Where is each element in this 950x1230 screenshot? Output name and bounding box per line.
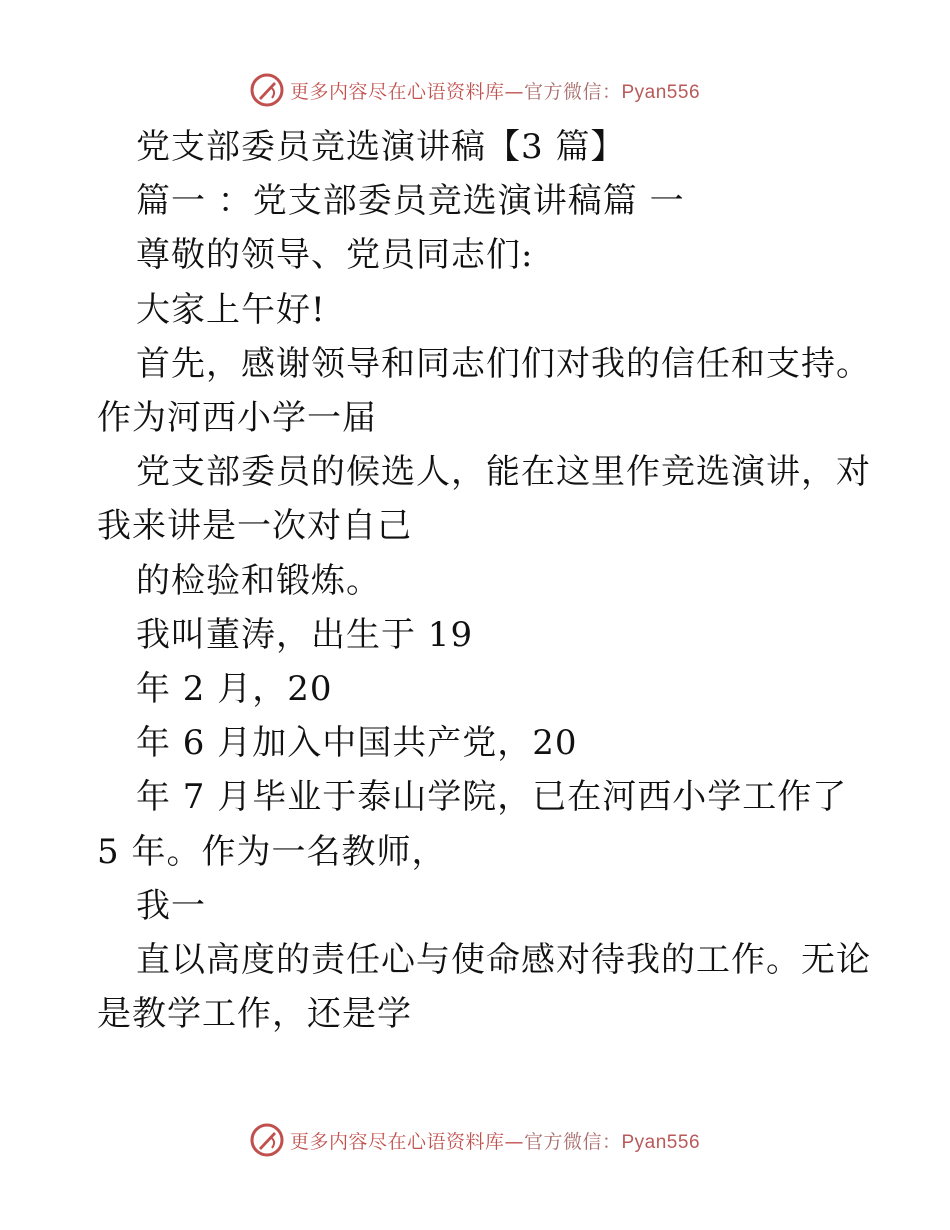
body-line: 作为河西小学一届	[97, 398, 377, 439]
separator: —	[504, 80, 524, 103]
brand-text: 更多内容尽在心语资料库	[289, 1130, 505, 1153]
body-line: 的检验和锻炼。	[136, 560, 381, 601]
body-line: 尊敬的领导、党员同志们:	[136, 235, 534, 276]
brand-text: 更多内容尽在心语资料库	[289, 80, 505, 103]
body-line: 我来讲是一次对自己	[97, 506, 412, 547]
watermark-footer	[0, 1120, 950, 1160]
body-line: 5 年。作为一名教师，	[97, 831, 447, 872]
separator: —	[504, 1130, 524, 1153]
wechat-label: 官方微信：	[523, 1130, 622, 1153]
quill-logo-icon	[250, 1123, 284, 1157]
body-line: 年 7 月毕业于泰山学院，已在河西小学工作了	[136, 777, 848, 818]
body-line: 年 2 月，20	[136, 669, 333, 710]
watermark-header	[0, 70, 950, 110]
body-line: 年 6 月加入中国共产党，20	[136, 723, 578, 764]
wechat-id: Pyan556	[621, 1131, 701, 1153]
body-line: 我一	[136, 885, 206, 926]
body-line: 大家上午好!	[136, 289, 326, 330]
watermark-text	[290, 77, 700, 104]
document-title: 党支部委员竞选演讲稿【3 篇】	[136, 127, 626, 167]
body-line: 我叫董涛，出生于 19	[136, 614, 474, 655]
body-line: 是教学工作，还是学	[97, 994, 412, 1035]
watermark-text	[290, 1127, 700, 1154]
body-line: 直以高度的责任心与使命感对待我的工作。无论	[136, 940, 871, 981]
wechat-id: Pyan556	[621, 81, 701, 103]
body-line: 首先，感谢领导和同志们们对我的信任和支持。	[136, 343, 871, 384]
body-line: 党支部委员的候选人，能在这里作竞选演讲，对	[136, 452, 871, 493]
quill-logo-icon	[250, 73, 284, 107]
wechat-label: 官方微信：	[523, 80, 622, 103]
section-heading: 篇一 ：党支部委员竞选演讲稿篇 一	[136, 181, 685, 222]
document-body	[97, 120, 871, 1041]
